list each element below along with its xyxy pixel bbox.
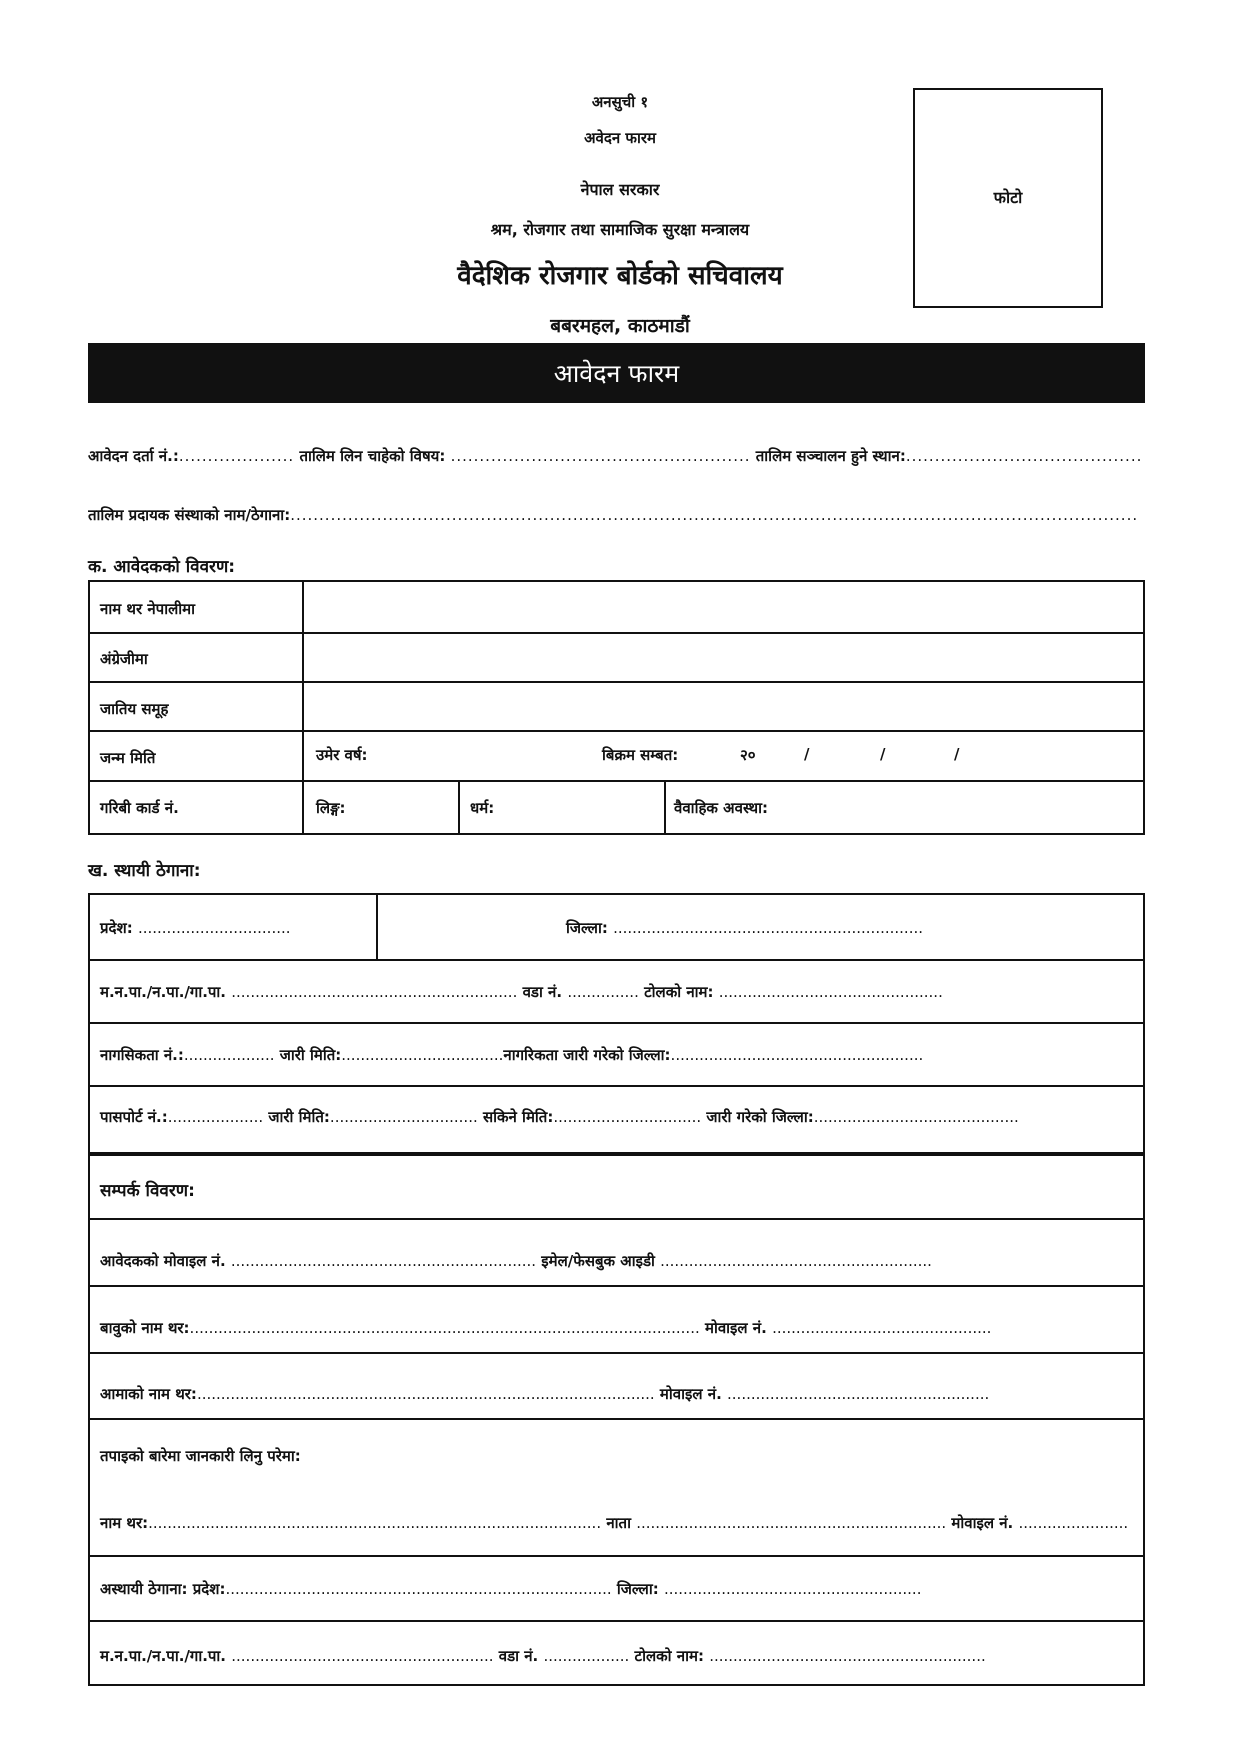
office-title: वैदेशिक रोजगार बोर्डको सचिवालय xyxy=(457,261,783,291)
date-slash-3: / xyxy=(954,745,960,763)
permanent-address-table xyxy=(88,893,1145,1154)
poverty-card-label: गरिबी कार्ड नं. xyxy=(100,799,179,817)
form-title-bar xyxy=(88,343,1145,403)
venue-label: तालिम सञ्चालन हुने स्थान: xyxy=(755,447,906,465)
temp-address-row: अस्थायी ठेगाना: प्रदेश:................................................................................. जिल्ला: ...................................................... xyxy=(100,1580,922,1598)
venue-field[interactable]: ......................................... xyxy=(905,447,1143,465)
provider-field[interactable]: ................................................................................................................................................... xyxy=(290,506,1139,524)
provider-label: तालिम प्रदायक संस्थाको नाम/ठेगाना: xyxy=(88,506,291,524)
date-slash-2: / xyxy=(880,745,886,763)
mobile-row: आवेदकको मोवाइल नं. ................................................................ इमेल/फेसबुक आइडी ......................................................... xyxy=(100,1252,932,1270)
reg-no-field[interactable]: .................... xyxy=(178,447,295,465)
dob-label: जन्म मिति xyxy=(100,749,156,767)
applicant-details-table xyxy=(88,580,1145,835)
reference-title: तपाइको बारेमा जानकारी लिनु परेमा: xyxy=(100,1447,301,1465)
bs-label: बिक्रम सम्बत: xyxy=(602,746,679,764)
ethnic-group-label: जातिय समूह xyxy=(100,700,169,718)
ministry-label: श्रम, रोजगार तथा सामाजिक सुरक्षा मन्त्रालय xyxy=(490,220,750,239)
name-nepali-label: नाम थर नेपालीमा xyxy=(100,600,195,618)
photo-label: फोटो xyxy=(993,188,1023,207)
form-label: अवेदन फारम xyxy=(584,129,656,147)
province-label: प्रदेश: ................................ xyxy=(100,919,291,937)
reg-no-label: आवेदन दर्ता नं.: xyxy=(88,447,179,465)
section-a-title: क. आवेदकको विवरण: xyxy=(88,557,236,577)
bs-prefix: २० xyxy=(740,746,756,764)
office-address: बबरमहल, काठमाडौं xyxy=(550,315,690,337)
religion-label: धर्म: xyxy=(470,799,495,817)
top-fields-row-1 xyxy=(88,446,1145,466)
age-label: उमेर वर्ष: xyxy=(316,746,368,764)
district-label: जिल्ला: ................................................................. xyxy=(566,919,924,937)
gender-label: लिङ्ग: xyxy=(316,799,346,817)
form-title: आवेदन फारम xyxy=(553,359,680,388)
reference-row: नाम थर:............................................................................................... नाता ................................................................. मोवाइल नं. ....................... xyxy=(100,1514,1129,1532)
marital-label: वैवाहिक अवस्था: xyxy=(674,799,768,817)
municipality-row: म.न.पा./न.पा./गा.पा. ............................................................ वडा नं. ............... टोलको नाम: ............................................... xyxy=(100,983,943,1001)
photo-box[interactable] xyxy=(913,88,1103,308)
temp-municipality-row: म.न.पा./न.पा./गा.पा. ....................................................... वडा नं. .................. टोलको नाम: .......................................................... xyxy=(100,1647,986,1665)
mother-row: आमाको नाम थर:................................................................................................ मोवाइल नं. ....................................................... xyxy=(100,1385,990,1403)
contact-details-table xyxy=(88,1154,1145,1686)
subject-field[interactable]: .................................................... xyxy=(450,447,751,465)
passport-row: पासपोर्ट नं.:.................... जारी मिति:............................... सकिने मिति:............................... जारी गरेको जिल्ला:........................................... xyxy=(100,1108,1019,1126)
subject-label: तालिम लिन चाहेको विषय: xyxy=(299,447,446,465)
english-name-label: अंग्रेजीमा xyxy=(100,650,148,668)
date-slash-1: / xyxy=(804,745,810,763)
top-fields-row-2 xyxy=(88,505,1145,525)
citizenship-row: नागसिकता नं.:................... जारी मिति:..................................नागरिकता जारी गरेको जिल्ला:..................................................... xyxy=(100,1046,924,1064)
father-row: बावुको नाम थर:........................................................................................................... मोवाइल नं. .............................................. xyxy=(100,1319,992,1337)
section-b-title: ख. स्थायी ठेगाना: xyxy=(88,861,201,881)
schedule-label: अनसुची १ xyxy=(591,93,649,111)
contact-title: सम्पर्क विवरण: xyxy=(100,1181,195,1201)
government-label: नेपाल सरकार xyxy=(580,180,660,199)
